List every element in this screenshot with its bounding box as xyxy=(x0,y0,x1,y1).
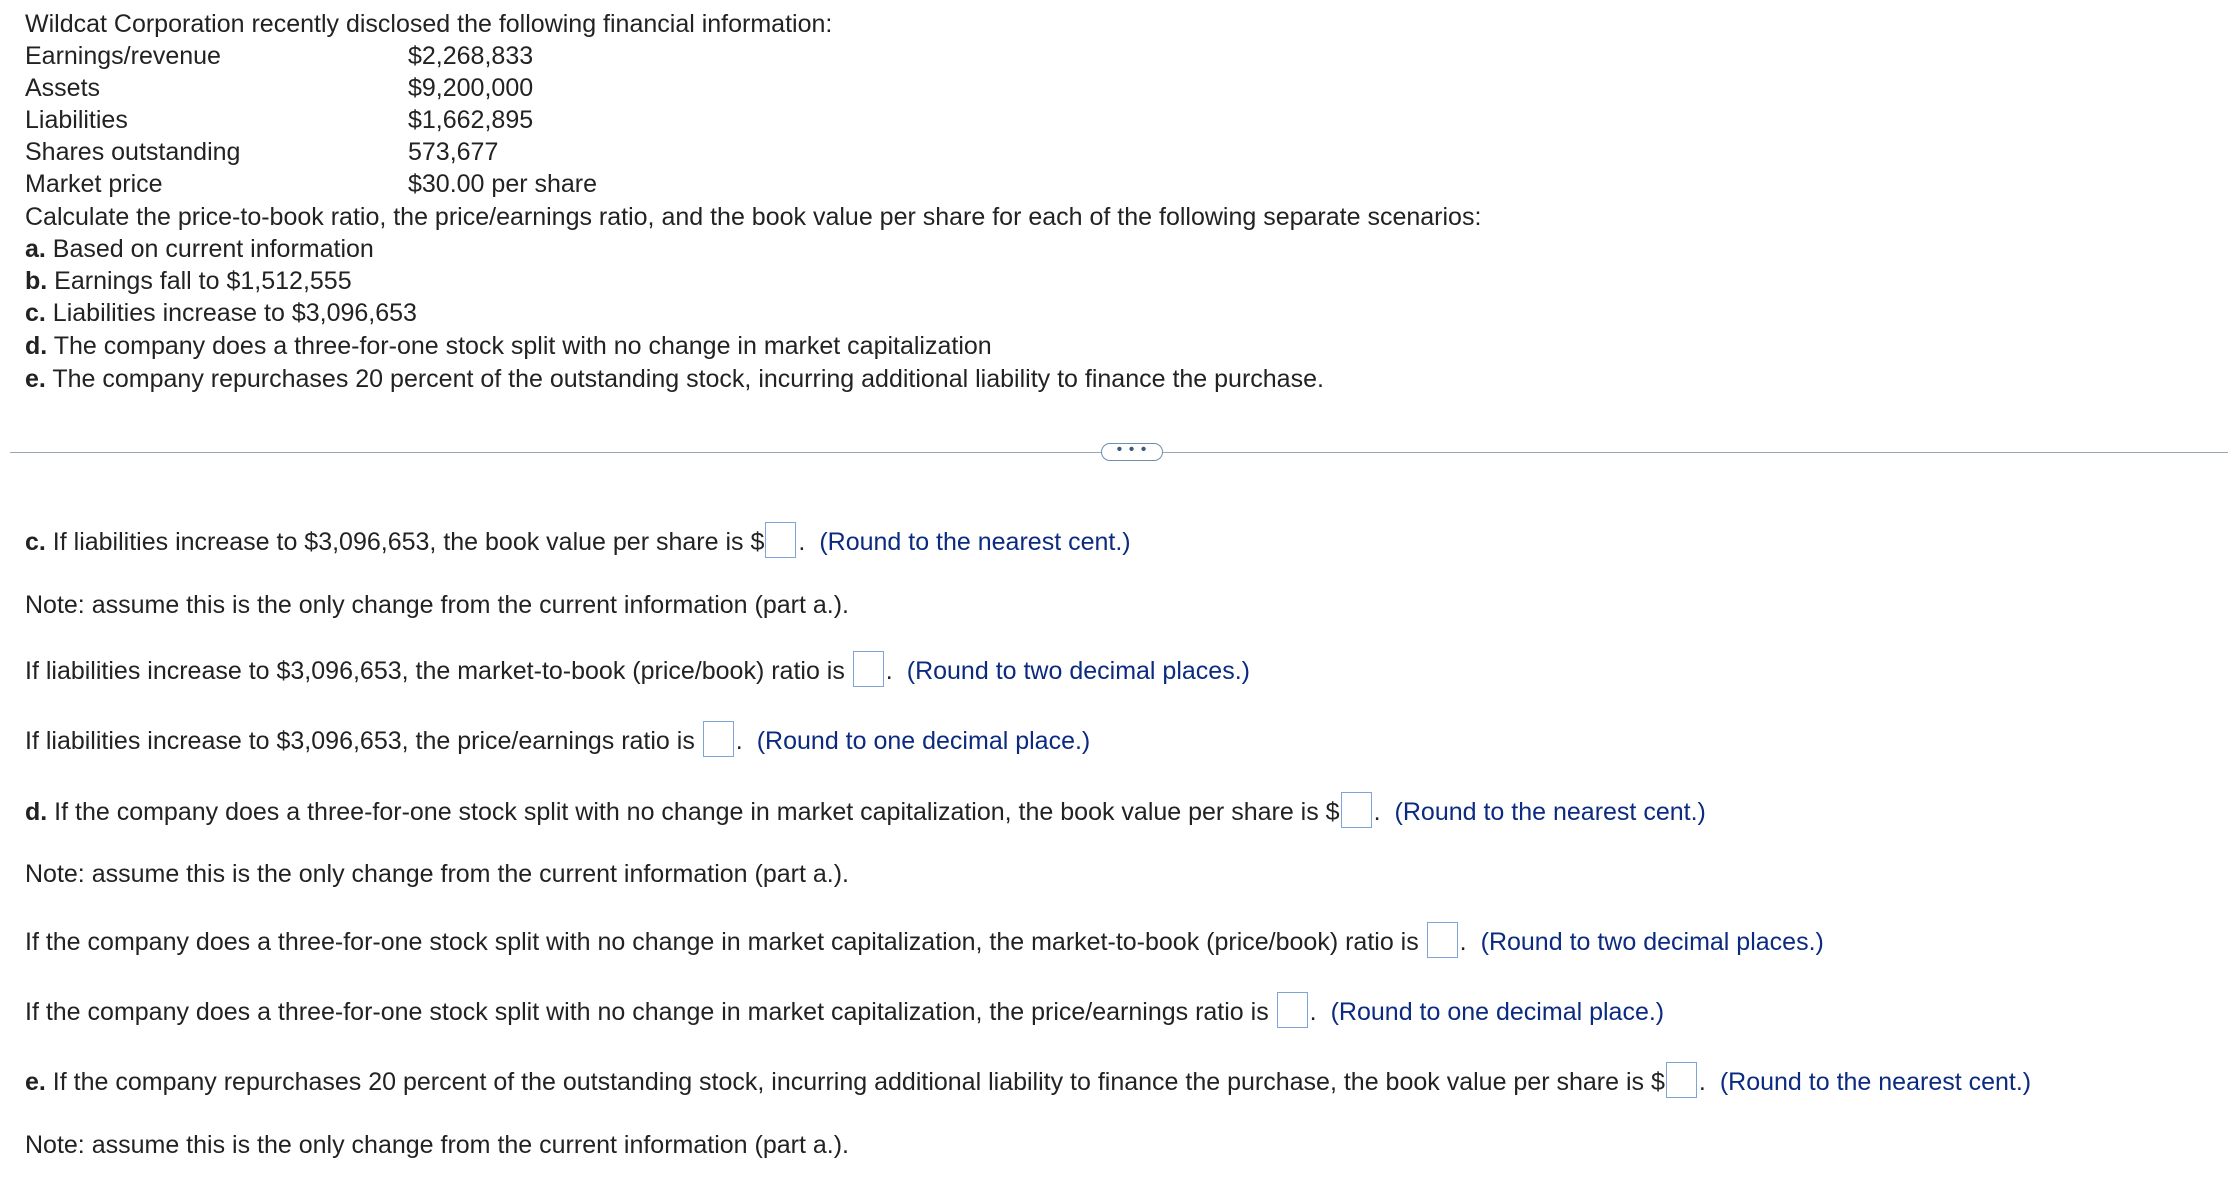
answer-d-price-book-input[interactable] xyxy=(1427,922,1458,958)
question-c-price-book xyxy=(25,653,1250,689)
note-c: Note: assume this is the only change from the current information (part a.). xyxy=(25,591,849,619)
fin-value-shares: 573,677 xyxy=(408,138,499,166)
answer-d-price-earnings-input[interactable] xyxy=(1277,992,1308,1028)
answer-c-price-book-input[interactable] xyxy=(853,651,884,687)
question-d-price-earnings xyxy=(25,994,1664,1030)
question-text: If the company does a three-for-one stock split with no change in market capitalization, the price/earnings ratio is xyxy=(25,998,1276,1026)
scenario-text: The company does a three-for-one stock split with no change in market capitalization xyxy=(47,332,992,360)
scenario-a xyxy=(25,233,374,265)
rounding-hint: (Round to the nearest cent.) xyxy=(819,528,1131,556)
scenario-d xyxy=(25,330,992,362)
scenario-letter: c. xyxy=(25,299,46,327)
fin-label-market-price: Market price xyxy=(25,170,163,198)
instruction-text: Calculate the price-to-book ratio, the price/earnings ratio, and the book value per share for each of the following separate scenarios: xyxy=(25,203,1482,231)
expand-more-button[interactable]: • • • xyxy=(1101,443,1163,461)
fin-value-market-price: $30.00 per share xyxy=(408,170,598,198)
answer-e-book-value-input[interactable] xyxy=(1666,1062,1697,1098)
question-d-book-value xyxy=(25,794,1706,830)
period: . xyxy=(1373,798,1381,826)
question-d-price-book xyxy=(25,924,1824,960)
period: . xyxy=(1459,928,1467,956)
question-c-price-earnings xyxy=(25,723,1090,759)
scenario-letter: b. xyxy=(25,267,48,295)
question-text: If liabilities increase to $3,096,653, the market-to-book (price/book) ratio is xyxy=(25,657,852,685)
question-text: If liabilities increase to $3,096,653, the book value per share is $ xyxy=(45,528,765,556)
rounding-hint: (Round to the nearest cent.) xyxy=(1394,798,1706,826)
scenario-letter: a. xyxy=(25,235,46,263)
question-letter: c. xyxy=(25,528,46,556)
scenario-text: The company repurchases 20 percent of the outstanding stock, incurring additional liability to finance the purchase. xyxy=(45,365,1324,393)
period: . xyxy=(885,657,893,685)
scenario-e xyxy=(25,363,1324,395)
intro-text: Wildcat Corporation recently disclosed the following financial information: xyxy=(25,10,833,38)
answer-d-book-value-input[interactable] xyxy=(1341,792,1372,828)
answer-c-price-earnings-input[interactable] xyxy=(703,721,734,757)
scenario-letter: d. xyxy=(25,332,48,360)
note-e: Note: assume this is the only change from the current information (part a.). xyxy=(25,1131,849,1159)
rounding-hint: (Round to two decimal places.) xyxy=(1480,928,1824,956)
question-letter: d. xyxy=(25,798,48,826)
period: . xyxy=(1698,1068,1706,1096)
answer-c-book-value-input[interactable] xyxy=(765,522,796,558)
fin-label-assets: Assets xyxy=(25,74,101,102)
period: . xyxy=(1309,998,1317,1026)
scenario-letter: e. xyxy=(25,365,46,393)
period: . xyxy=(798,528,806,556)
fin-label-shares: Shares outstanding xyxy=(25,138,241,166)
scenario-text: Based on current information xyxy=(45,235,374,263)
fin-label-liabilities: Liabilities xyxy=(25,106,128,134)
question-e-book-value xyxy=(25,1064,2031,1100)
fin-value-earnings: $2,268,833 xyxy=(408,42,534,70)
fin-label-earnings: Earnings/revenue xyxy=(25,42,221,70)
period: . xyxy=(735,727,743,755)
question-text: If the company does a three-for-one stock split with no change in market capitalization, the market-to-book (price/book) ratio is xyxy=(25,928,1426,956)
rounding-hint: (Round to two decimal places.) xyxy=(906,657,1250,685)
scenario-text: Earnings fall to $1,512,555 xyxy=(47,267,352,295)
fin-value-assets: $9,200,000 xyxy=(408,74,534,102)
question-text: If liabilities increase to $3,096,653, the price/earnings ratio is xyxy=(25,727,702,755)
scenario-b xyxy=(25,265,352,297)
fin-value-liabilities: $1,662,895 xyxy=(408,106,534,134)
question-text: If the company repurchases 20 percent of the outstanding stock, incurring additional liability to finance the purchase, the book value per share is $ xyxy=(45,1068,1665,1096)
scenario-text: Liabilities increase to $3,096,653 xyxy=(45,299,417,327)
question-letter: e. xyxy=(25,1068,46,1096)
rounding-hint: (Round to one decimal place.) xyxy=(1330,998,1665,1026)
rounding-hint: (Round to one decimal place.) xyxy=(756,727,1091,755)
question-text: If the company does a three-for-one stock split with no change in market capitalization, the book value per share is $ xyxy=(47,798,1340,826)
rounding-hint: (Round to the nearest cent.) xyxy=(1719,1068,2032,1096)
note-d: Note: assume this is the only change from the current information (part a.). xyxy=(25,860,849,888)
scenario-c xyxy=(25,297,417,329)
question-c-book-value xyxy=(25,524,1131,560)
